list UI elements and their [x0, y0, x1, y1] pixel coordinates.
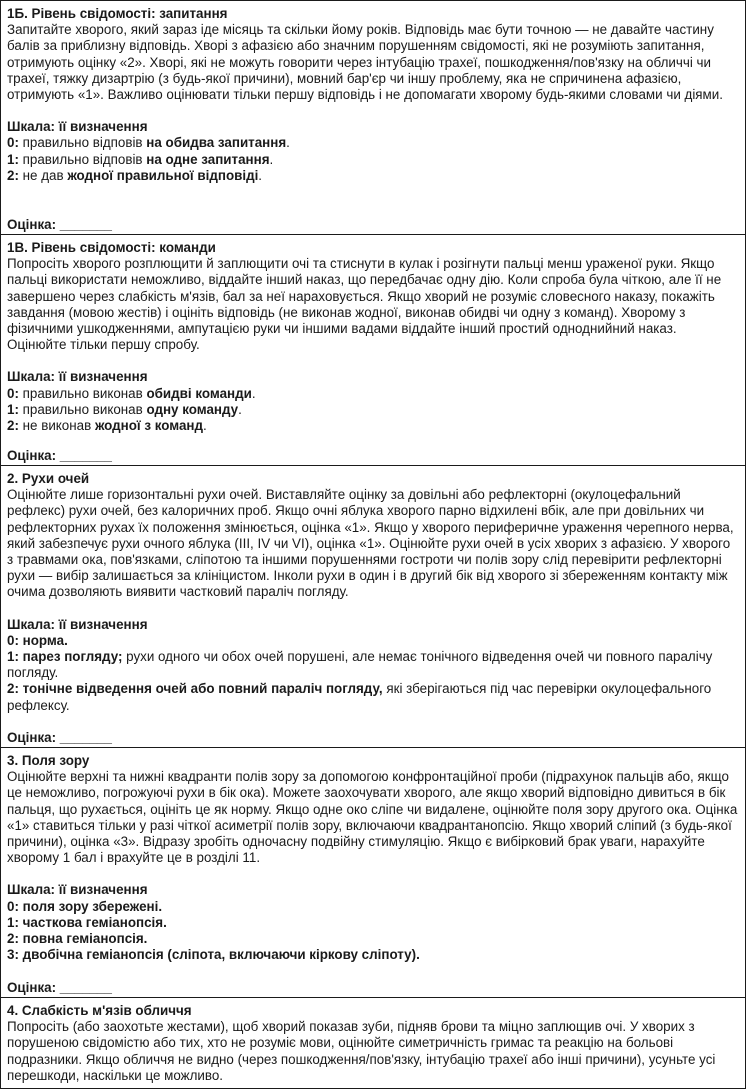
scale-code: 2: — [7, 418, 19, 434]
section-1v-consciousness-commands — [1, 235, 745, 466]
section-title: 1В. Рівень свідомості: команди — [7, 240, 216, 255]
scale-text-rest: . — [251, 385, 256, 401]
scale-emphasis: тонічне відведення очей або повний параліч погляду, — [22, 681, 383, 697]
scale-item — [7, 915, 739, 931]
section-1b-consciousness-questions — [1, 1, 745, 235]
scale-text: не виконав — [18, 418, 95, 434]
section-text: Оцінюйте лише горизонтальні рухи очей. Виставляйте оцінку за довільні або рефлекторні (окулоцефальний рефлекс) рухи очей, без калоричних проб. Якщо очні яблука хворого парно відхилені вбік, але при довільних чи рефлекторних рухах їх положення змінюється, оцінка «1». Якщо у хворого периферичне ураження черепного нерва, який забезпечує рухи очного яблука (III, IV чи VI), оцінка «1». Оцінюйте рухи очей в усіх хворих з афазією. У хворого з травмами ока, пов'язками, сліпотою та іншими порушеннями гостроти чи полів зору слід перевірити рефлекторні рухи — вибір залишається за клініцистом. Інколи рухи в один і в другий бік від хворого зі збереженням контакту між очима дозволяють виявити частковий параліч погляду. — [7, 487, 734, 600]
section-title: 1Б. Рівень свідомості: запитання — [7, 6, 228, 21]
score-field: Оцінка: _______ — [7, 447, 112, 463]
score-field: Оцінка: _______ — [7, 979, 112, 995]
scale-title: Шкала: її визначення — [7, 882, 148, 898]
scale-emphasis: парез погляду; — [22, 649, 123, 665]
section-text: Запитайте хворого, який зараз іде місяць та скільки йому років. Відповідь має бути точною — не давайте частину балів за приблизну відповідь. Хворі з афазією або значним порушенням свідомості, які не розуміють запитання, отримують оцінку «2». Хворі, які не можуть говорити через інтубацію трахеї, пошкодження/пов'язку на обличчі чи трахеї, тяжку дизартрію (з будь-якої причини), мовний бар'єр чи іншу проблему, яка не спричинена афазією, отримують «1». Важливо оцінювати тільки першу відповідь і не допомагати хворому будь-якими словами чи діями. — [7, 22, 723, 103]
scale-item — [7, 633, 739, 649]
scale-item — [7, 899, 739, 915]
scale-text-rest: . — [286, 135, 290, 151]
scale-code: 1: — [7, 151, 19, 167]
scale-text-rest: . — [203, 418, 207, 434]
section-title: 2. Рухи очей — [7, 471, 90, 486]
section-text: Попросіть хворого розплющити й заплющити очі та стиснути в кулак і розігнути пальці менш ураженої руки. Якщо пальці використати неможливо, віддайте інший наказ, що передбачає одну дію. Коли спроба була чіткою, але її не завершено через слабкість м'язів, бал за неї нараховується. Якщо хворий не розуміє словесного наказу, покажіть завдання (мовою жестів) і оцініть відповідь (не виконав жодної, виконав обидві чи одну з команд). Хворому з фізичними ушкодженнями, ампутацією руки чи іншими вадами віддайте інший простий одноднийний наказ. Оцінюйте тільки першу спробу. — [7, 256, 722, 353]
scale-code: 1: — [7, 401, 19, 417]
section-title: 3. Поля зору — [7, 753, 90, 768]
scale-emphasis: часткова геміанопсія. — [22, 914, 167, 930]
scale-title: Шкала: її визначення — [7, 616, 148, 632]
scale-block — [7, 369, 739, 434]
scale-item — [7, 152, 739, 168]
scale-code: 0: — [7, 632, 19, 648]
scale-title: Шкала: її визначення — [7, 119, 148, 135]
scale-code: 1: — [7, 649, 19, 665]
scale-item — [7, 947, 739, 963]
scale-text-rest: . — [269, 151, 274, 167]
scale-item — [7, 386, 739, 402]
scale-emphasis: повна геміанопсія. — [22, 931, 148, 947]
scale-code: 1: — [7, 914, 19, 930]
section-2-eye-movements — [1, 466, 745, 748]
scale-block — [7, 882, 739, 963]
scale-text-rest: рухи одного чи обох очей порушені, але немає тонічного відведення очей чи повного паралічу погляду. — [7, 649, 713, 681]
scale-text: правильно відповів — [18, 135, 147, 151]
scale-emphasis: жодної з команд — [94, 418, 204, 434]
section-text: Попросіть (або заохотьте жестами), щоб хворий показав зуби, підняв брови та міцно заплющив очі. У хворих з порушеною свідомістю або тих, хто не розуміє мови, оцінюйте симетричність гримас та реакцію на больові подразники. Якщо обличчя не видно (через пошкодження/пов'язку, інтубацію трахеї або інші причини), усуньте усі перешкоди, наскільки це можливо. — [7, 1019, 716, 1083]
scale-code: 2: — [7, 167, 19, 183]
scale-code: 2: — [7, 681, 19, 697]
scale-text: не дав — [18, 167, 68, 183]
scale-code: 3: — [7, 947, 19, 963]
scale-item — [7, 135, 739, 151]
scale-emphasis: норма. — [22, 632, 68, 648]
section-4-facial-weakness — [1, 998, 745, 1088]
scale-item — [7, 418, 739, 434]
scale-title: Шкала: її визначення — [7, 369, 148, 385]
scale-emphasis: на обидва запитання — [146, 135, 287, 151]
scale-item — [7, 681, 739, 713]
scale-text-rest: . — [258, 167, 263, 183]
scale-item — [7, 168, 739, 184]
score-field: Оцінка: _______ — [7, 216, 112, 232]
scale-emphasis: обидві команди — [146, 385, 252, 401]
section-3-visual-fields — [1, 748, 745, 998]
scale-block — [7, 119, 739, 184]
section-title: 4. Слабкість м'язів обличчя — [7, 1003, 192, 1018]
scale-emphasis: двобічна геміанопсія (сліпота, включаючи кіркову сліпоту). — [22, 947, 420, 963]
scale-text: правильно виконав — [18, 401, 147, 417]
scale-emphasis: жодної правильної відповіді — [67, 167, 259, 183]
scale-emphasis: одну команду — [146, 401, 239, 417]
scale-code: 2: — [7, 931, 19, 947]
scale-item — [7, 931, 739, 947]
scale-text-rest: . — [238, 401, 242, 417]
scale-code: 0: — [7, 898, 19, 914]
scale-text: правильно відповів — [18, 151, 147, 167]
scale-block — [7, 617, 739, 714]
scale-text-rest: які зберігаються під час перевірки окулоцефального рефлексу. — [7, 681, 712, 713]
scale-text: правильно виконав — [18, 385, 147, 401]
scale-item — [7, 402, 739, 418]
scale-emphasis: на одне запитання — [146, 151, 270, 167]
scale-code: 0: — [7, 135, 19, 151]
section-text: Оцінюйте верхні та нижні квадранти полів зору за допомогою конфронтаційної проби (підрахунок пальців або, якщо це неможливо, погрожуючі рухи в бік ока). Можете заохочувати хворого, але якщо хворий відповідно дивиться в бік пальця, що рухається, оцініть це як норму. Якщо одне око сліпе чи видалене, оцінюйте поля зору другого ока. Оцінка «1» ставиться тільки у разі чіткої асиметрії полів зору, включаючи квадрантанопсію. Якщо хворий сліпий (з будь-якої причини), оцінка «3». Відразу зробіть одночасну подвійну стимуляцію. Якщо є вибірковий брак уваги, нарахуйте хворому 1 бал і врахуйте це в розділі 11. — [7, 769, 738, 866]
scale-item — [7, 649, 739, 681]
score-field: Оцінка: _______ — [7, 729, 112, 745]
scale-code: 0: — [7, 385, 19, 401]
scale-emphasis: поля зору збережені. — [22, 898, 163, 914]
